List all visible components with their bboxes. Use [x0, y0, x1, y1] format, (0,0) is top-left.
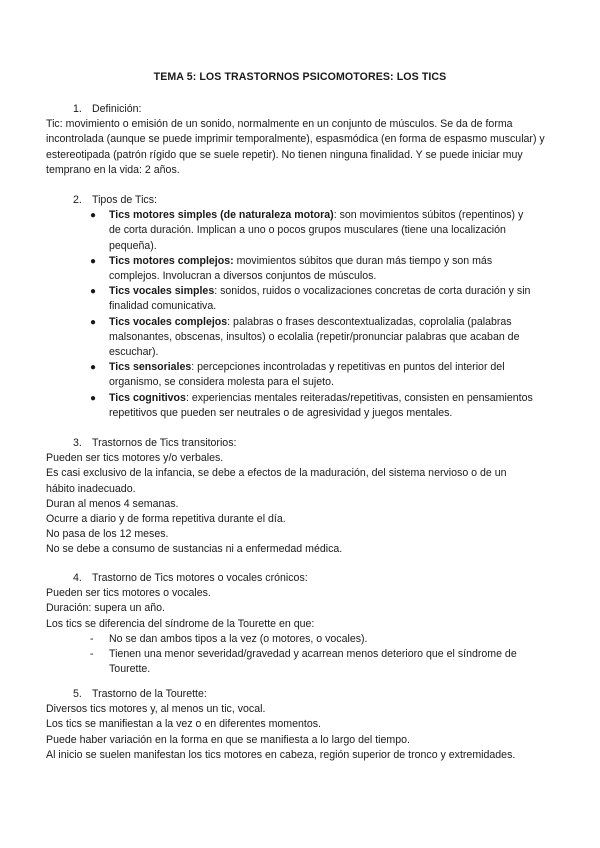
definition-paragraph: Tic: movimiento o emisión de un sonido, normalmente en un conjunto de músculos. Se da de forma incontrolada (aunque se puede imprimir temporalmente), espasmódica (en forma de espasmo muscular) y estereotipada (patrón rígido que se suele repetir). No tienen ninguna finalidad. Y se puede iniciar muy temprano en la vida: 2 años.: [46, 118, 545, 176]
section-number: 3.: [73, 437, 82, 449]
item-term: Tics sensoriales: [109, 361, 192, 374]
text-line: Pueden ser tics motores o vocales.: [46, 587, 211, 600]
list-item: [73, 284, 535, 314]
dash-icon: -: [90, 648, 94, 661]
list-item: [73, 391, 535, 421]
section-number: 1.: [73, 103, 82, 115]
bullet-icon: ●: [90, 210, 97, 222]
item-desc: : experiencias mentales reiteradas/repetitivas, consisten en pensamientos repetitivos que pueden ser neutrales o de agresividad y juegos mentales.: [109, 391, 533, 419]
section-number: 5.: [73, 688, 82, 700]
section-heading: [73, 687, 553, 702]
section-title: Trastornos de Tics transitorios:: [92, 437, 237, 449]
item-desc: : son movimientos súbitos (repentinos) y de corta duración. Implican a uno o pocos grupos musculares (tiene una localización pequeña).: [109, 209, 524, 252]
section-cronicos: [46, 571, 553, 677]
text-line: No se debe a consumo de sustancias ni a enfermedad médica.: [46, 543, 343, 556]
item-desc: : percepciones incontroladas y repetitivas en puntos del interior del organismo, se considera molesta para el sujeto.: [109, 361, 505, 389]
text-line: Duran al menos 4 semanas.: [46, 497, 179, 510]
section-body: [46, 451, 536, 557]
section-title: Trastorno de Tics motores o vocales crónicos:: [92, 572, 308, 584]
text-line: Diversos tics motores y, al menos un tic, vocal.: [46, 703, 266, 716]
text-line: Ocurre a diario y de forma repetitiva durante el día.: [46, 513, 286, 526]
item-term: Tics motores simples (de naturaleza motora): [109, 209, 334, 222]
list-item: [73, 647, 535, 677]
differences-list: [73, 632, 535, 678]
text-line: Puede haber variación en la forma en que se manifiesta a lo largo del tiempo.: [46, 733, 410, 746]
section-heading: [73, 193, 535, 208]
item-term: Tics motores complejos:: [109, 254, 234, 267]
item-text: Tienen una menor severidad/gravedad y acarrean menos deterioro que el síndrome de Tourette.: [109, 648, 517, 676]
section-title: Trastorno de la Tourette:: [92, 688, 207, 700]
list-item: [73, 254, 535, 284]
text-line: Al inicio se suelen manifestan los tics motores en cabeza, región superior de tronco y extremidades.: [46, 748, 516, 761]
list-item: [73, 315, 535, 361]
section-definicion: [46, 102, 553, 178]
list-item: [73, 632, 535, 647]
item-term: Tics cognitivos: [109, 391, 186, 404]
page-title: TEMA 5: LOS TRASTORNOS PSICOMOTORES: LOS TICS: [153, 71, 447, 83]
bullet-icon: ●: [90, 362, 97, 374]
text-line: Los tics se manifiestan a la vez o en diferentes momentos.: [46, 718, 321, 731]
dash-icon: -: [90, 632, 94, 645]
text-line: Es casi exclusivo de la infancia, se debe a efectos de la maduración, del sistema nervioso o de un hábito inadecuado.: [46, 467, 507, 495]
section-tourette: [46, 687, 553, 763]
section-number: 4.: [73, 572, 82, 584]
bullet-icon: ●: [90, 286, 97, 298]
item-desc: movimientos súbitos que duran más tiempo y son más complejos. Involucran a diversos conjuntos de músculos.: [109, 254, 493, 283]
tic-types-list: [73, 208, 535, 421]
item-desc: : sonidos, ruidos o vocalizaciones concretas de corta duración y sin finalidad comunicativa.: [109, 285, 531, 313]
bullet-icon: ●: [90, 316, 97, 328]
item-term: Tics vocales simples: [109, 285, 215, 298]
text-line: No pasa de los 12 meses.: [46, 528, 169, 541]
text-line: Pueden ser tics motores y/o verbales.: [46, 452, 224, 465]
section-heading: [73, 102, 553, 117]
item-desc: : palabras o frases descontextualizadas, coprolalia (palabras malsonantes, obscenas, insultos) o ecolalia (repetir/pronunciar palabras que acaban de escuchar).: [109, 315, 520, 359]
item-text: No se dan ambos tipos a la vez (o motores, o vocales).: [109, 632, 368, 645]
section-body: [46, 586, 536, 632]
section-body: [46, 702, 516, 763]
bullet-icon: ●: [90, 392, 97, 404]
text-line: Duración: supera un año.: [46, 602, 165, 615]
section-transitorios: [46, 436, 553, 558]
section-number: 2.: [73, 194, 82, 206]
list-item: [73, 360, 535, 390]
bullet-icon: ●: [90, 255, 97, 267]
text-line: Los tics se diferencia del síndrome de la Tourette en que:: [46, 617, 315, 630]
section-title: Tipos de Tics:: [92, 194, 157, 206]
section-heading: [73, 571, 553, 586]
section-title: Definición:: [92, 103, 142, 115]
section-tipos: [73, 193, 535, 421]
section-heading: [73, 436, 553, 451]
list-item: [73, 208, 535, 254]
item-term: Tics vocales complejos: [109, 315, 228, 328]
